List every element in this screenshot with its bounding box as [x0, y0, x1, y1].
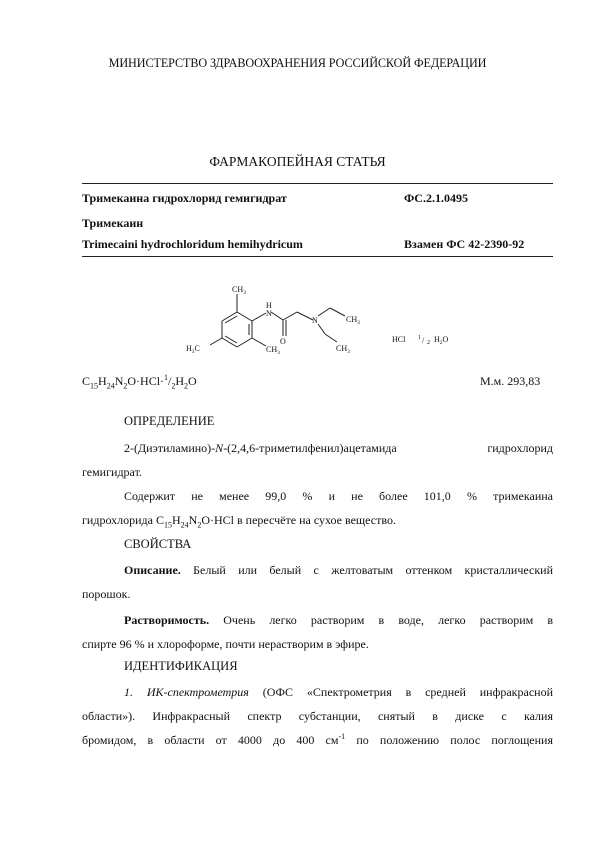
para-h3c-label: $H_3C$: [186, 344, 200, 355]
monograph-name-latin: Trimecaini hydrochloridum hemihydricum: [82, 237, 303, 251]
replaces-note: Взамен ФС 42-2390-92: [404, 237, 525, 251]
description-paragraph: Описание. Белый или белый с желтоватым оттенком кристаллический порошок.: [82, 563, 553, 601]
nh-label: H: [266, 301, 272, 310]
amide-n-label: N: [266, 309, 272, 318]
water-frac-den: 2: [427, 340, 430, 346]
structural-formula: [170, 276, 470, 366]
definition-paragraph: 2-(Диэтиламино)-N-(2,4,6-триметилфенил)ацетамида гидрохлорид гемигидрат. Содержит не менее 99,0 % и не более 101,0 % тримекаина гидрохлорида $C_{15}H_{24}N_2O\cdot HCl$ в пересчёте на сухое вещество.: [82, 441, 553, 530]
molecular-mass: М.м. 293,83: [480, 374, 541, 388]
article-title: ФАРМАКОПЕЙНАЯ СТАТЬЯ: [209, 154, 386, 169]
solubility-paragraph: Растворимость. Очень легко растворим в воде, легко растворим в спирте 96 % и хлороформе, почти нерастворим в эфире.: [82, 613, 553, 651]
fs-number: ФС.2.1.0495: [404, 191, 468, 205]
water-label: $H_2O$: [434, 335, 449, 346]
ring-ch3-label: $CH_3$: [266, 345, 280, 356]
section-identification: ИДЕНТИФИКАЦИЯ: [124, 659, 238, 673]
hcl-label: HCl: [392, 335, 406, 344]
section-definition: ОПРЕДЕЛЕНИЕ: [124, 414, 215, 428]
ir-spectrometry-paragraph: 1. ИК-спектрометрия (ОФС «Спектрометрия в средней инфракрасной области»). Инфракрасный спектр субстанции, снятый в диске с калия бромидом, в области от 4000 до 400 $см^{-1}$ по положению полос поглощения: [82, 685, 554, 747]
section-properties: СВОЙСТВА: [124, 537, 192, 551]
monograph-name-ru: Тримекаина гидрохлорид гемигидрат: [82, 191, 287, 205]
header-rule-top: [82, 183, 553, 184]
ethyl-ch3-2-label: $CH_3$: [336, 344, 350, 355]
molecular-formula: $C_{15}H_{24}N_2O\cdot HCl\cdot^1/_2H_2O$: [82, 373, 197, 391]
ethyl-ch3-1-label: $CH_3$: [346, 315, 360, 326]
ministry-header: МИНИСТЕРСТВО ЗДРАВООХРАНЕНИЯ РОССИЙСКОЙ ФЕДЕРАЦИИ: [108, 56, 487, 70]
header-rule-bottom: [82, 256, 553, 257]
ch3-top-label: $CH_3$: [232, 285, 246, 296]
amine-n-label: N: [312, 316, 318, 325]
water-frac-num: 1: [418, 335, 421, 341]
carbonyl-o-label: O: [280, 337, 286, 346]
monograph-name-short: Тримекаин: [82, 216, 144, 230]
water-frac-slash: /: [422, 336, 425, 345]
